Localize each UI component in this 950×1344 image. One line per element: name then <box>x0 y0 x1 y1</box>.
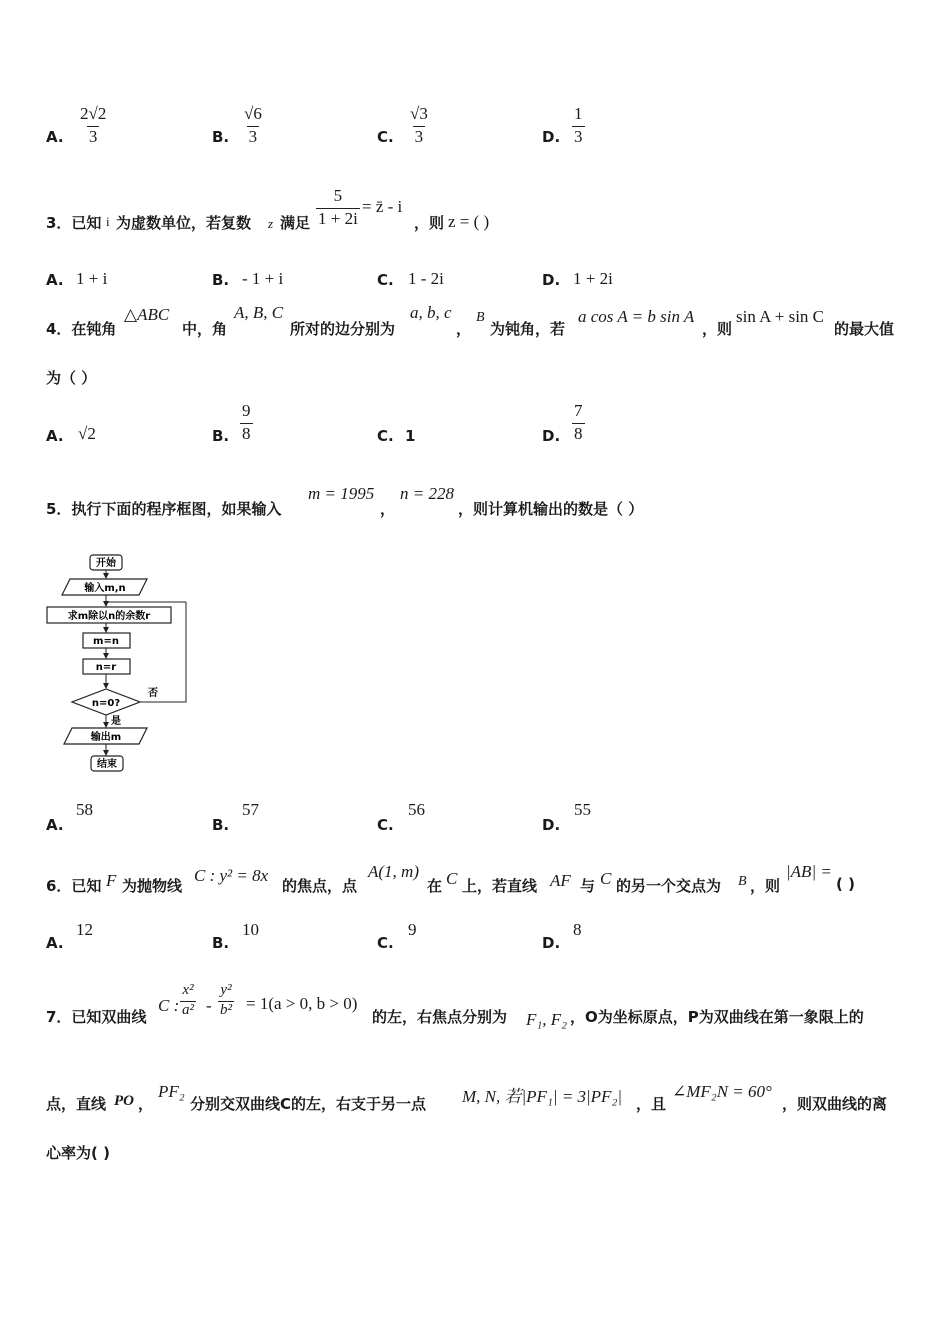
q7-a2: a² <box>182 1002 194 1018</box>
q7-equation: = 1(a > 0, b > 0) <box>246 994 358 1013</box>
q5-option-b-value: 57 <box>242 800 259 819</box>
q7-comma: ， <box>138 1095 154 1113</box>
q5-option-d-value: 55 <box>574 800 591 819</box>
q6-p6: 与 <box>580 877 596 895</box>
q6-parabola: C : y² = 8x <box>194 866 269 885</box>
q6-option-c-label: C. <box>377 934 394 952</box>
q6-option-b-label: B. <box>212 934 230 952</box>
q7-c-colon: C : <box>158 996 180 1015</box>
q7-line3: 心率为( ) <box>46 1144 110 1162</box>
q6-option-a-label: A. <box>46 934 64 952</box>
q4-expression: sin A + sin C <box>736 307 825 326</box>
q3-option-a-label: A. <box>46 271 64 289</box>
q6-option-d-value: 8 <box>573 920 582 939</box>
q5-option-d-label: D. <box>542 816 561 834</box>
q2-option-c-den: 3 <box>414 127 424 146</box>
q4-option-d-label: D. <box>542 427 561 445</box>
q4-option-b-fraction <box>240 401 253 444</box>
q4-p3: 所对的边分别为 <box>290 320 396 338</box>
q5-option-a-value: 58 <box>76 800 93 819</box>
q6-p1: 6．已知 <box>46 877 102 895</box>
q5-option-a-label: A. <box>46 816 64 834</box>
q7-p2: 的左，右焦点分别为 <box>372 1008 508 1026</box>
q7-PO: PO <box>114 1093 134 1109</box>
q2-option-c-num: √3 <box>410 104 428 123</box>
q5-flowchart <box>40 550 200 776</box>
q6-C: C <box>446 869 458 888</box>
q6-p2: 为抛物线 <box>122 877 183 895</box>
q4-option-a-value: √2 <box>78 424 96 443</box>
q3-option-a-value: 1 + i <box>76 269 108 288</box>
q4-p5: 为钝角，若 <box>490 320 566 338</box>
q2-option-d-num: 1 <box>574 104 583 123</box>
q2-option-d-fraction <box>572 104 585 147</box>
q6-p8: ，则 <box>750 877 781 895</box>
q6-p3: 的焦点，点 <box>282 877 358 895</box>
q4-option-b-label: B. <box>212 427 230 445</box>
q7-foci: F₁, F₂ <box>526 1010 568 1029</box>
q4-condition: a cos A = b sin A <box>578 307 695 326</box>
q5-n-input: n = 228 <box>400 484 454 503</box>
q4-option-a-label: A. <box>46 427 64 445</box>
q7-PF2: PF₂ <box>158 1082 185 1101</box>
q2-option-a-label: A. <box>46 128 64 146</box>
q3-mid2: 满足 <box>280 214 311 232</box>
q2-option-b-label: B. <box>212 128 230 146</box>
q2-option-d-den: 3 <box>574 127 583 146</box>
q7-line2a: 点，直线 <box>46 1095 107 1113</box>
q7-x2: x² <box>182 982 194 998</box>
q4-option-d-fraction <box>572 401 585 444</box>
q7-p1: 7．已知双曲线 <box>46 1008 147 1026</box>
q5-m-input: m = 1995 <box>308 484 375 503</box>
q6-p7: 的另一个交点为 <box>616 877 722 895</box>
flow-yes-label: 是 <box>111 716 121 727</box>
q2-option-b-den: 3 <box>248 127 258 146</box>
q7-y-fraction <box>218 982 234 1019</box>
q7-line2d: ，则双曲线的离 <box>782 1095 888 1113</box>
q6-AF: AF <box>550 871 571 890</box>
q4-p4: ， <box>456 320 472 338</box>
q3-option-d-label: D. <box>542 271 561 289</box>
q2-option-a-num: 2√2 <box>80 104 107 123</box>
q6-option-c-value: 9 <box>408 920 417 939</box>
q3-ask: z = ( ) <box>448 212 490 231</box>
q7-y2: y² <box>220 982 232 998</box>
q3-i-var: i <box>106 214 110 229</box>
flow-assign-m-text: m=n <box>93 636 119 647</box>
flow-start-text: 开始 <box>96 558 116 569</box>
q3-suffix: ，则 <box>414 214 445 232</box>
q2-option-c-label: C. <box>377 128 394 146</box>
q4-line2: 为（ ） <box>46 369 97 387</box>
q6-p5: 上，若直线 <box>462 877 538 895</box>
q4-p6: ，则 <box>702 320 733 338</box>
flow-end-text: 结束 <box>97 759 117 770</box>
q4-p1: 4．在钝角 <box>46 320 117 338</box>
flow-condition-text: n=0? <box>91 698 121 709</box>
q7-x-fraction <box>180 982 196 1019</box>
q3-mid1: 为虚数单位，若复数 <box>116 214 252 232</box>
q4-p2: 中，角 <box>182 320 228 338</box>
q3-frac-num: 5 <box>333 186 343 205</box>
q6-AB: |AB| = <box>786 862 832 881</box>
flow-output-text: 输出m <box>90 732 122 743</box>
q6-p9: ( ) <box>836 875 855 893</box>
q3-option-c-label: C. <box>377 271 394 289</box>
q7-p3: ，O为坐标原点，P为双曲线在第一象限上的 <box>570 1008 864 1026</box>
q4-option-b-num: 9 <box>242 401 251 420</box>
q6-point-A: A(1, m) <box>368 862 419 881</box>
q5-option-c-label: C. <box>377 816 394 834</box>
flow-no-label: 否 <box>148 688 158 699</box>
q4-option-c-label: C. <box>377 427 394 445</box>
q3-option-b-label: B. <box>212 271 230 289</box>
q6-p4: 在 <box>427 877 443 895</box>
q3-rhs: = z̄ - i <box>362 197 403 216</box>
q4-angles: A, B, C <box>234 303 284 322</box>
q3-option-d-value: 1 + 2i <box>573 269 613 288</box>
q6-C2: C <box>600 869 612 888</box>
q2-option-a-fraction <box>78 104 108 147</box>
q5-p2: ，则计算机输出的数是（ ） <box>458 500 644 518</box>
q5-option-c-value: 56 <box>408 800 425 819</box>
q2-option-b-fraction <box>242 104 264 147</box>
q3-frac-den: 1 + 2i <box>318 209 358 228</box>
q3-prefix: 3．已知 <box>46 214 102 232</box>
q6-B: B <box>738 874 747 889</box>
q4-triangle: △ABC <box>124 305 170 324</box>
q2-option-d-label: D. <box>542 128 561 146</box>
q5-p1: 5．执行下面的程序框图，如果输入 <box>46 500 282 518</box>
q5-option-b-label: B. <box>212 816 230 834</box>
q4-b-var: B <box>476 310 485 325</box>
q2-option-a-den: 3 <box>88 127 98 146</box>
q4-option-c-value: 1 <box>405 427 416 445</box>
q6-option-a-value: 12 <box>76 920 93 939</box>
q3-option-c-value: 1 - 2i <box>408 269 444 288</box>
q2-option-b-num: √6 <box>244 104 262 123</box>
q7-MN-condition: M, N, 若|PF₁| = 3|PF₂| <box>462 1087 623 1106</box>
q3-z-var: z <box>268 216 274 231</box>
q4-option-d-den: 8 <box>574 424 583 443</box>
flow-input-text: 输入m,n <box>84 583 126 594</box>
q3-option-b-value: - 1 + i <box>242 269 284 288</box>
q6-F: F <box>106 871 117 890</box>
q4-option-b-den: 8 <box>242 424 251 443</box>
flow-assign-n-text: n=r <box>95 662 117 673</box>
q7-angle: ∠MF₂N = 60° <box>672 1082 772 1101</box>
q4-sides: a, b, c <box>410 303 452 322</box>
q7-b2: b² <box>220 1002 232 1018</box>
q4-option-d-num: 7 <box>574 401 583 420</box>
q6-option-b-value: 10 <box>242 920 259 939</box>
q7-minus: - <box>206 996 212 1015</box>
q2-option-c-fraction <box>408 104 430 147</box>
q5-separator: ， <box>380 500 396 518</box>
q3-fraction <box>316 186 360 229</box>
flow-remainder-text: 求m除以n的余数r <box>67 611 151 622</box>
q7-line2b: 分别交双曲线C的左，右支于另一点 <box>190 1095 427 1113</box>
q6-option-d-label: D. <box>542 934 561 952</box>
q4-p7: 的最大值 <box>834 320 895 338</box>
q7-line2c: ，且 <box>636 1095 667 1113</box>
